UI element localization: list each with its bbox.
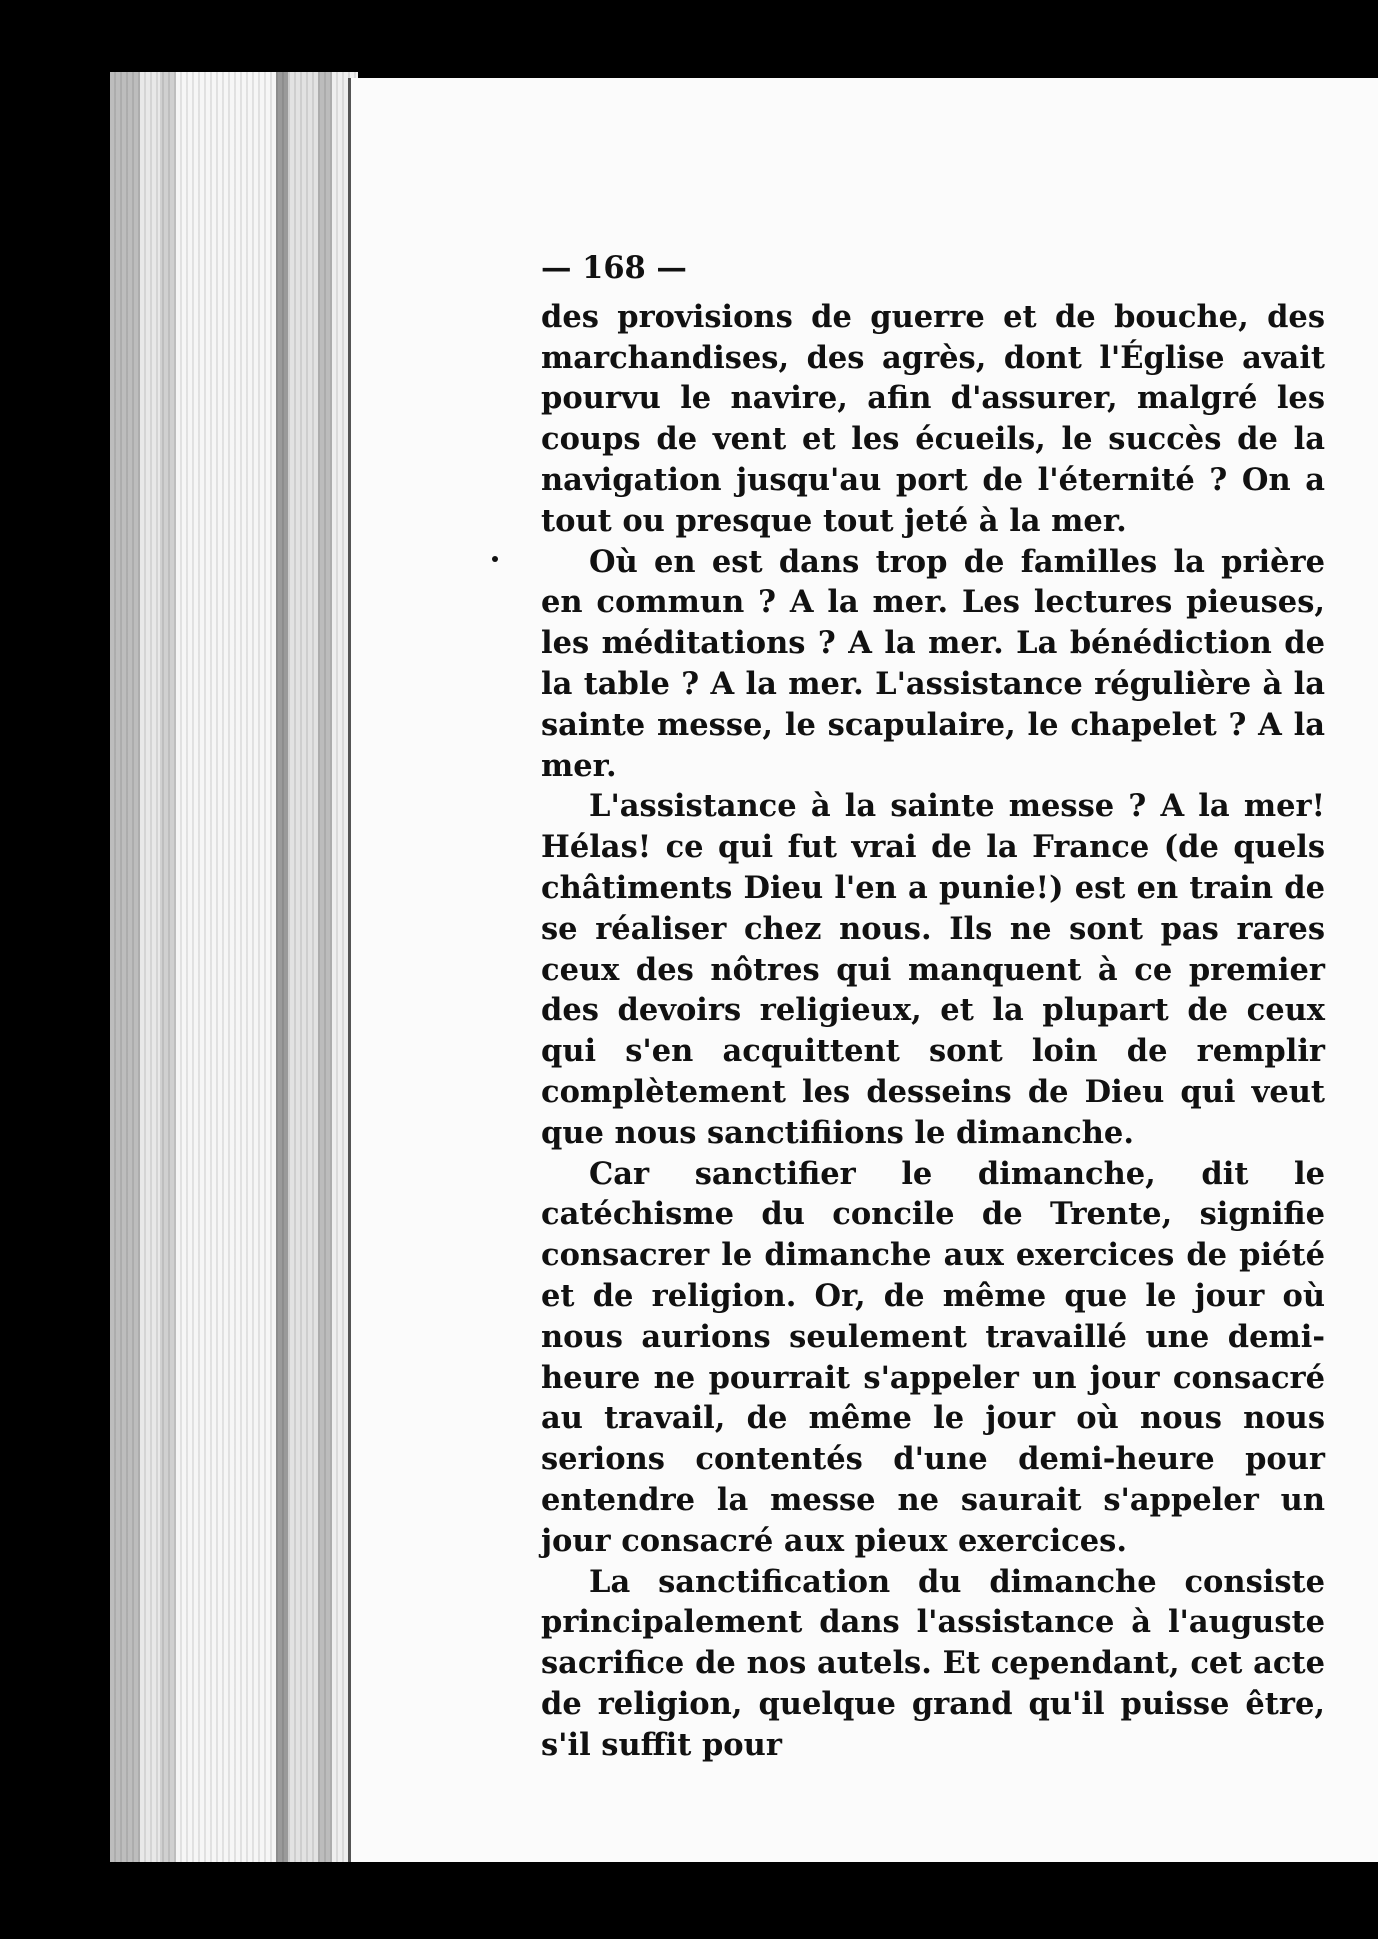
- paragraph: Où en est dans trop de familles la prière en commun ? A la mer. Les lectures pieuses, les méditations ? A la mer. La bénédiction de la table ? A la mer. L'assistance régulière à la sainte messe, le scapulaire, le chapelet ? A la mer.: [541, 543, 1325, 784]
- paragraph: La sanctification du dimanche consiste principalement dans l'assistance à l'auguste sacrifice de nos autels. Et cependant, cet acte de religion, quelque grand qu'il puisse être, s'il suffit pour: [541, 1563, 1325, 1763]
- margin-mark: [492, 556, 498, 562]
- page-edge-texture: [110, 72, 360, 1862]
- paragraph: Car sanctifier le dimanche, dit le catéchisme du concile de Trente, signifie consacrer le dimanche aux exercices de piété et de religion. Or, de même que le jour où nous aurions seulement travaillé une demi-heure ne pourrait s'appeler un jour consacré au travail, de même le jour où nous nous serions contentés d'une demi-heure pour entendre la messe ne saurait s'appeler un jour consacré aux pieux exercices.: [541, 1155, 1325, 1559]
- paragraph: des provisions de guerre et de bouche, des marchandises, des agrès, dont l'Église avait pourvu le navire, afin d'assurer, malgré les coups de vent et les écueils, le succès de la navigation jusqu'au port de l'éternité ? On a tout ou presque tout jeté à la mer.: [541, 298, 1325, 539]
- page-text: [541, 248, 1325, 1765]
- paragraph: L'assistance à la sainte messe ? A la mer! Hélas! ce qui fut vrai de la France (de quels châtiments Dieu l'en a punie!) est en train de se réaliser chez nous. Ils ne sont pas rares ceux des nôtres qui manquent à ce premier des devoirs religieux, et la plupart de ceux qui s'en acquittent sont loin de remplir complètement les desseins de Dieu qui veut que nous sanctifiions le dimanche.: [541, 788, 1325, 1151]
- page-number: — 168 —: [541, 250, 687, 286]
